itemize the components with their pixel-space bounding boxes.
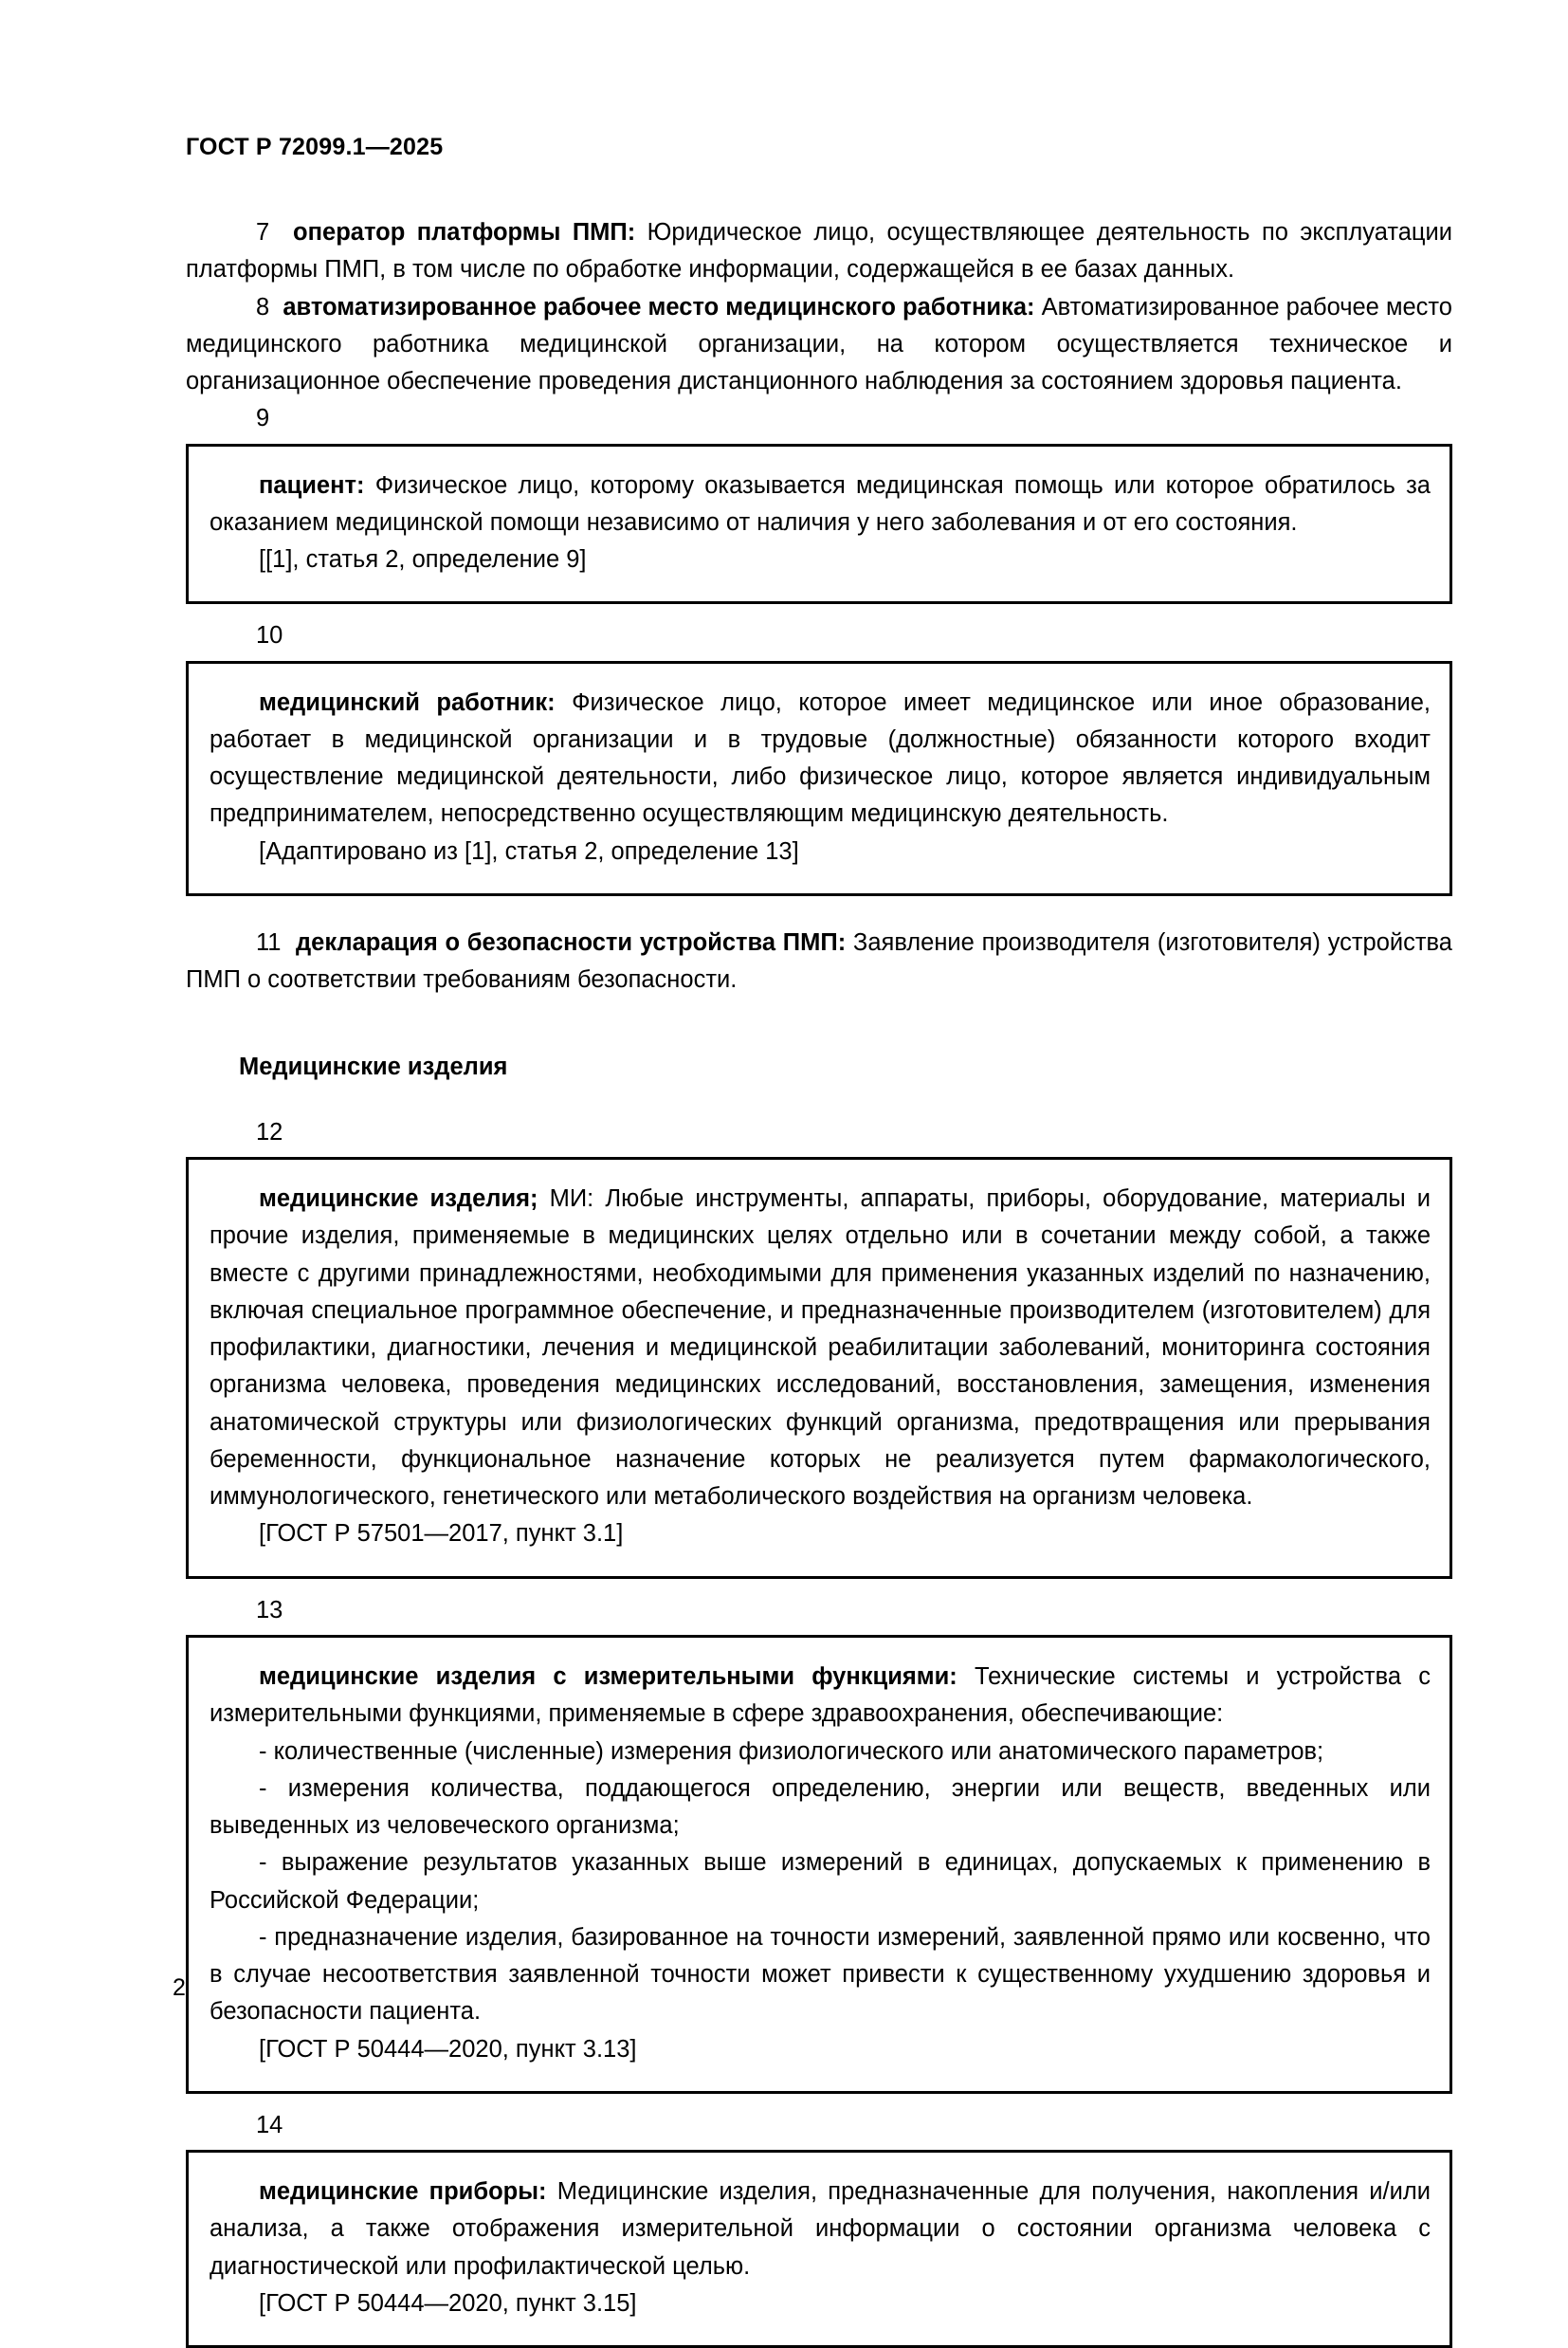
spacer [186, 896, 1452, 925]
boxed-entry-number-12: 12 [256, 1118, 283, 1146]
box-9-term: пациент: [259, 471, 365, 499]
section-heading-medical-devices: Медицинские изделия [239, 1053, 508, 1080]
definition-entry-11 [186, 925, 1452, 1000]
box-12-term-abbrev: МИ: [538, 1185, 594, 1213]
definition-entry-8 [186, 289, 1452, 401]
entry-term-11: декларация о безопасности устройства ПМП: [295, 928, 847, 956]
box-10-definition: Физическое лицо, которое имеет медицинское или иное образование, работает в медицинской организации и в трудовые (должностные) обязанности которого входит осуществление медицинской деятельности, либо физическое лицо, которое является индивидуальным предпринимателем, непосредственно осуществляющим медицинскую деятельность. [210, 688, 1431, 828]
page-content [186, 133, 1452, 2348]
box-12-source: [ГОСТ Р 57501—2017, пункт 3.1] [259, 1520, 624, 1548]
box-9-definition-paragraph [210, 468, 1431, 542]
box-12-term: медицинские изделия; [259, 1185, 538, 1213]
boxed-entry-number-14: 14 [256, 2111, 283, 2138]
box-12-definition-paragraph [210, 1181, 1431, 1515]
entry-definition-11: Заявление производителя (изготовителя) устройства ПМП о соответствии требованиям безопасности. [186, 928, 1452, 994]
box-13-lead: Технические системы и устройства с измерительными функциями, применяемые в сфере здравоохранения, обеспечивающие: [210, 1662, 1431, 1728]
box-12-definition: Любые инструменты, аппараты, приборы, оборудование, материалы и прочие изделия, применяемые в медицинских целях отдельно или в сочетании между собой, а также вместе с другими принадлежностями, необходимыми для применения указанных изделий по назначению, включая специальное программное обеспечение, и предназначенные производителем (изготовителем) для профилактики, диагностики, лечения и медицинской реабилитации заболеваний, мониторинга состояния организма человека, проведения медицинских исследований, восстановления, замещения, изменения анатомической структуры или физиологических функций организма, предотвращения или прерывания беременности, функциональное назначение которых не реализуется путем фармакологического, иммунологического, генетического или метаболического воздействия на организм человека. [210, 1185, 1431, 1511]
box-13-lead-paragraph [210, 1659, 1431, 1733]
running-header: ГОСТ Р 72099.1—2025 [186, 134, 444, 160]
box-10-term: медицинский работник: [259, 688, 556, 716]
box-14-definition-paragraph [210, 2174, 1431, 2285]
entry-number-8: 8 [256, 293, 270, 321]
box-13-bullet-4: - предназначение изделия, базированное на точности измерений, заявленной прямо или косвенно, что в случае несоответствия заявленной точности может привести к существенному ухудшению здоровья и безопасности пациента. [210, 1923, 1431, 2026]
definition-box-10 [186, 661, 1452, 896]
box-14-term: медицинские приборы: [259, 2178, 547, 2206]
box-13-bullet-1: - количественные (численные) измерения физиологического или анатомического параметров; [259, 1737, 1324, 1765]
box-10-source: [Адаптировано из [1], статья 2, определение 13] [259, 837, 799, 865]
entry-number-11: 11 [256, 928, 282, 956]
entry-definition-7: Юридическое лицо, осуществляющее деятельность по эксплуатации платформы ПМП, в том числе по обработке информации, содержащейся в ее базах данных. [186, 219, 1453, 284]
box-9-source: [[1], статья 2, определение 9] [259, 546, 587, 574]
box-9-definition: Физическое лицо, которому оказывается медицинская помощь или которое обратилось за оказанием медицинской помощи независимо от наличия у него заболевания и от его состояния. [210, 471, 1431, 536]
box-13-bullet-2: - измерения количества, поддающегося определению, энергии или веществ, введенных или выведенных из человеческого организма; [210, 1774, 1431, 1840]
box-13-term: медицинские изделия с измерительными функциями: [259, 1662, 957, 1690]
definition-entry-7 [186, 214, 1452, 289]
page-number: 2 [173, 1974, 186, 2001]
entry-term-7: оператор платформы ПМП: [293, 219, 636, 246]
box-13-bullet-3: - выражение результатов указанных выше измерений в единицах, допускаемых к применению в Российской Федерации; [210, 1849, 1431, 1914]
entry-term-8: автоматизированное рабочее место медицинского работника: [283, 293, 1035, 321]
boxed-entry-number-9: 9 [256, 405, 270, 432]
definition-box-13 [186, 1635, 1452, 2094]
definition-box-12 [186, 1157, 1452, 1579]
box-14-source: [ГОСТ Р 50444—2020, пункт 3.15] [259, 2289, 637, 2317]
box-14-definition: Медицинские изделия, предназначенные для получения, накопления и/или анализа, а также отображения измерительной информации о состоянии организма человека с диагностической или профилактической целью. [210, 2178, 1431, 2280]
entry-number-7: 7 [256, 219, 270, 246]
box-13-source: [ГОСТ Р 50444—2020, пункт 3.13] [259, 2035, 637, 2063]
spacer [186, 1086, 1452, 1114]
definition-box-9 [186, 444, 1452, 605]
definition-box-14 [186, 2150, 1452, 2348]
boxed-entry-number-10: 10 [256, 622, 283, 650]
entry-definition-8: Автоматизированное рабочее место медицинского работника медицинской организации, на котором осуществляется техническое и организационное обеспечение проведения дистанционного наблюдения за состоянием здоровья пациента. [186, 293, 1452, 395]
box-10-definition-paragraph [210, 685, 1431, 834]
boxed-entry-number-13: 13 [256, 1596, 283, 1623]
